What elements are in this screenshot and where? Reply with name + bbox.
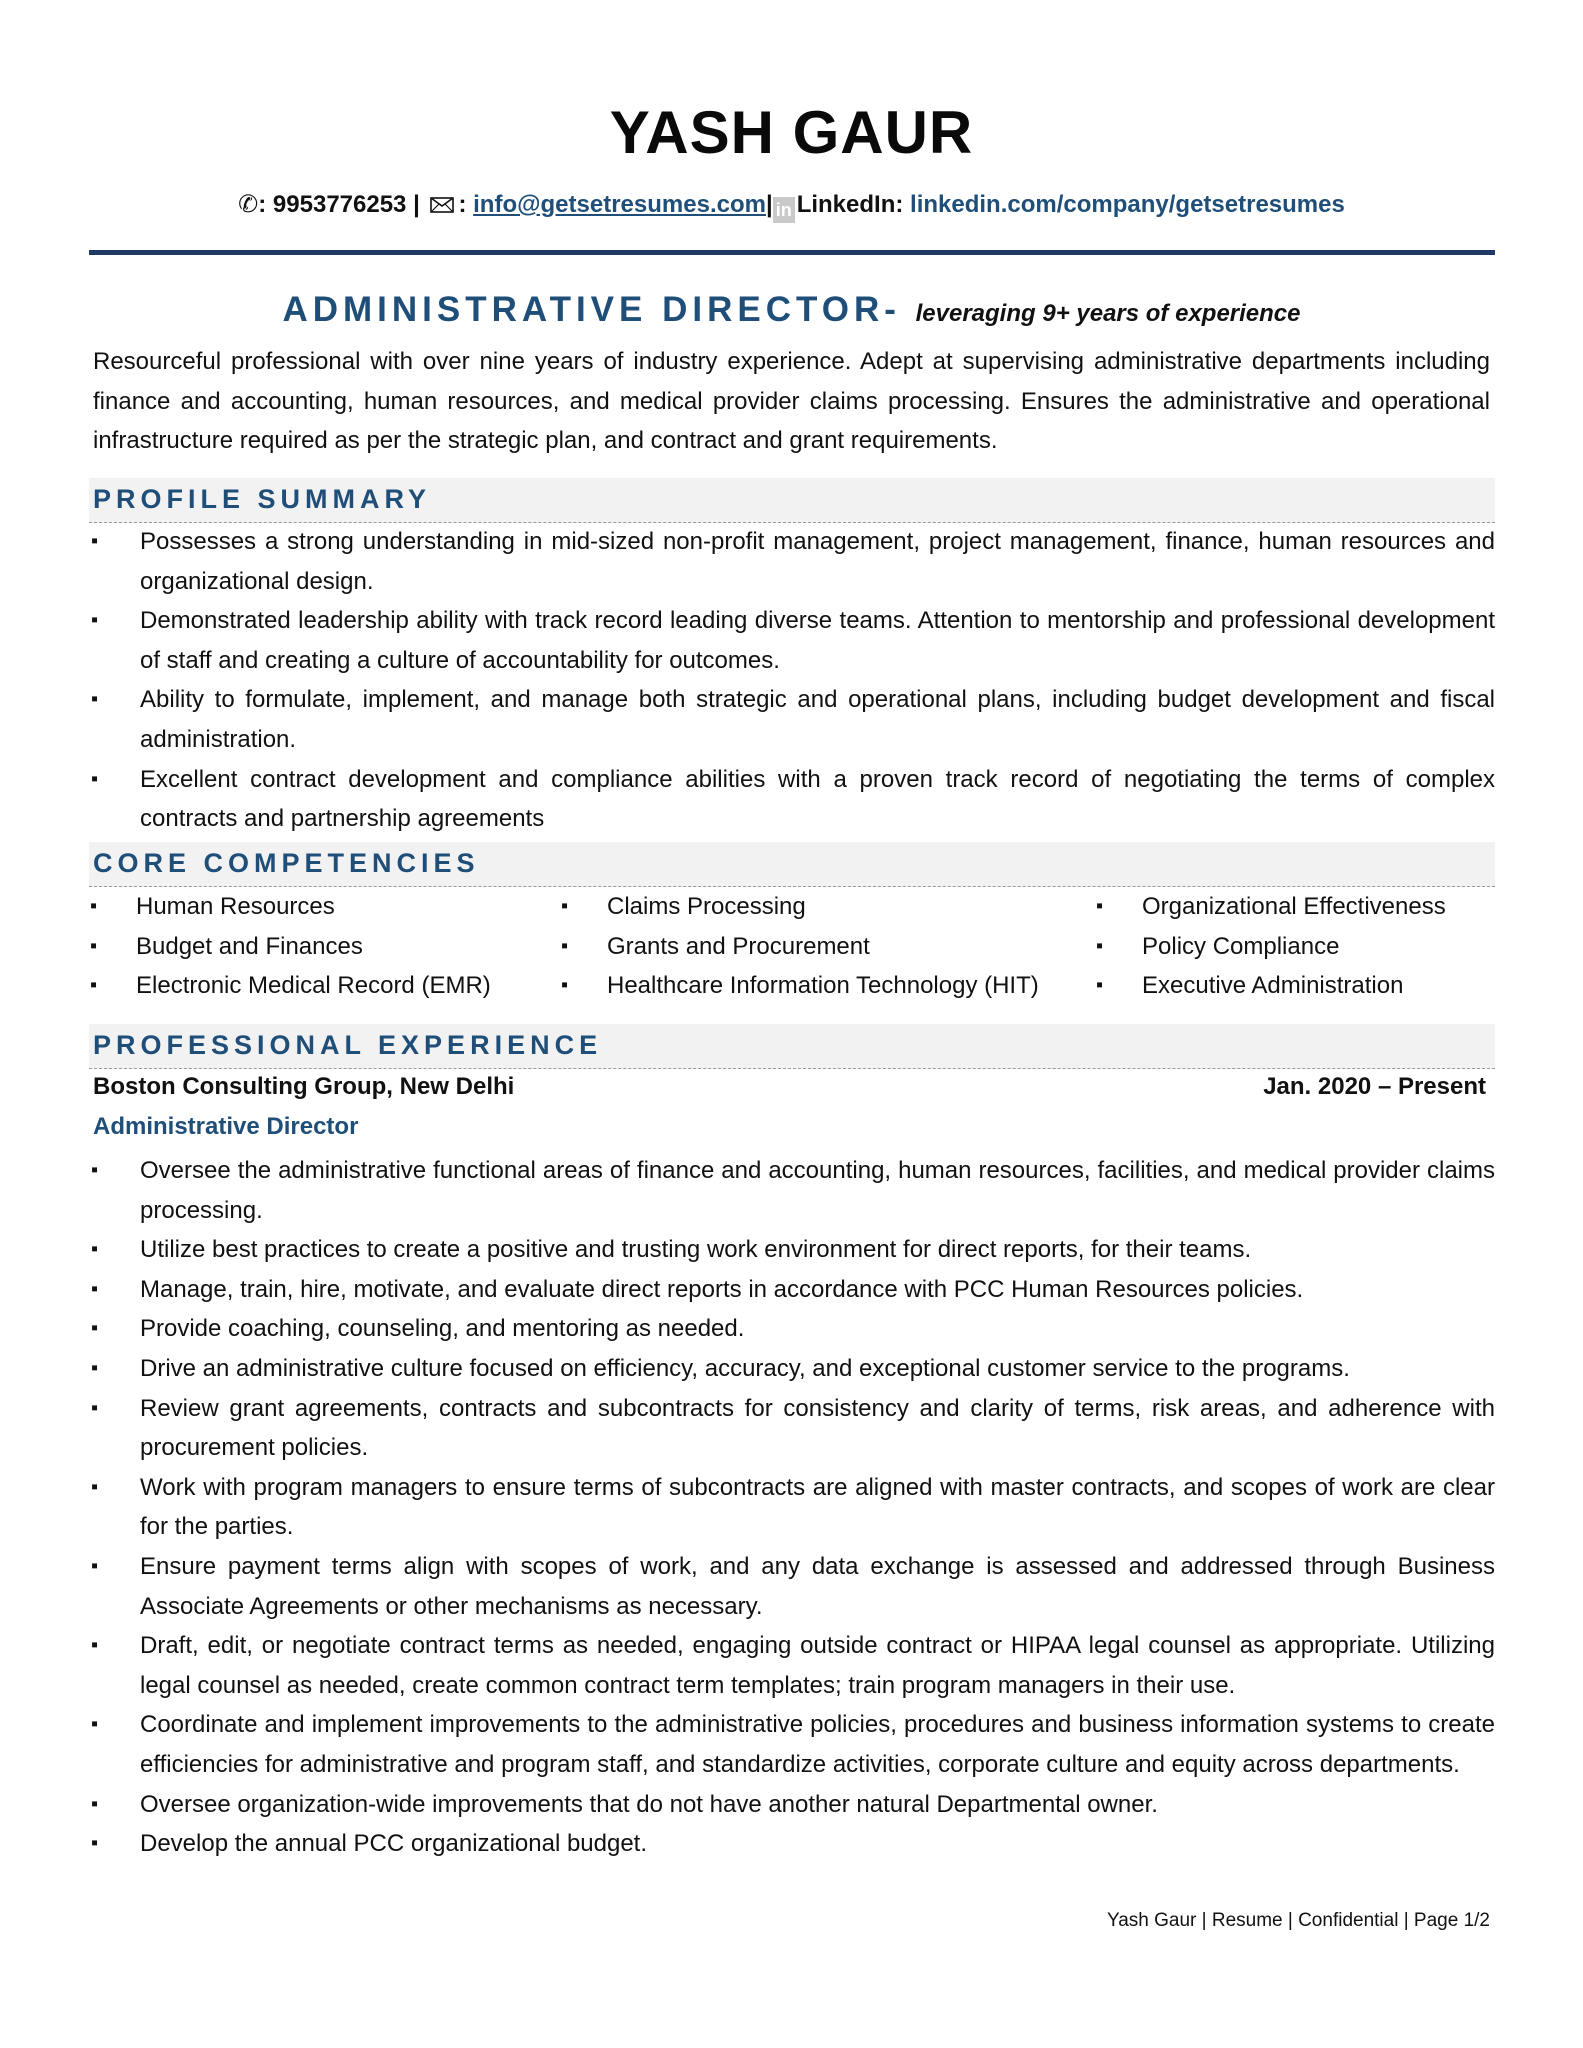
competencies-column-2 — [561, 887, 1039, 1006]
list-item: ▪ Manage, train, hire, motivate, and evaluate direct reports in accordance with PCC Human Resources policies. — [89, 1270, 1495, 1310]
linkedin-link[interactable]: linkedin.com/company/getsetresumes — [910, 191, 1345, 218]
section-title: PROFESSIONAL EXPERIENCE — [93, 1030, 603, 1060]
linkedin-icon: in — [773, 197, 795, 223]
candidate-name: YASH GAUR — [609, 99, 974, 166]
list-item: ▪ Healthcare Information Technology (HIT) — [561, 966, 1039, 1006]
section-profile-summary — [89, 478, 1495, 523]
headline-tagline: leveraging 9+ years of experience — [915, 300, 1301, 327]
section-title: PROFILE SUMMARY — [93, 484, 431, 514]
list-item: ▪ Provide coaching, counseling, and mentoring as needed. — [89, 1309, 1495, 1349]
list-item: ▪ Organizational Effectiveness — [1096, 887, 1446, 927]
competencies-column-1 — [90, 887, 491, 1006]
experience-list — [89, 1151, 1495, 1864]
contact-line — [0, 190, 1583, 223]
profile-summary-list — [89, 522, 1495, 839]
competencies-column-3 — [1096, 887, 1446, 1006]
job-dates: Jan. 2020 – Present — [1263, 1073, 1486, 1100]
email-link[interactable]: info@getsetresumes.com — [473, 191, 766, 218]
headline-role: ADMINISTRATIVE DIRECTOR- — [282, 290, 916, 329]
list-item: ▪ Drive an administrative culture focused on efficiency, accuracy, and exceptional customer service to the programs. — [89, 1349, 1495, 1389]
section-professional-experience — [89, 1024, 1495, 1069]
list-item: ▪ Draft, edit, or negotiate contract terms as needed, engaging outside contract or HIPAA legal counsel as appropriate. Utilizing legal counsel as needed, create common contract term templates; train program managers in their use. — [89, 1626, 1495, 1705]
company-name: Boston Consulting Group, New Delhi — [93, 1073, 515, 1100]
list-item: ▪ Policy Compliance — [1096, 927, 1446, 967]
list-item: ▪ Claims Processing — [561, 887, 1039, 927]
list-item: ▪ Grants and Procurement — [561, 927, 1039, 967]
list-item: ▪ Work with program managers to ensure terms of subcontracts are aligned with master contracts, and scopes of work are clear for the parties. — [89, 1468, 1495, 1547]
list-item: ▪ Develop the annual PCC organizational budget. — [89, 1824, 1495, 1864]
list-item: ▪ Coordinate and implement improvements to the administrative policies, procedures and business information systems to create efficiencies for administrative and program staff, and standardize activities, corporate culture and equity across departments. — [89, 1705, 1495, 1784]
linkedin-label: LinkedIn: — [796, 191, 911, 218]
list-item: ▪ Executive Administration — [1096, 966, 1446, 1006]
list-item: ▪ Ensure payment terms align with scopes of work, and any data exchange is assessed and addressed through Business Associate Agreements or other mechanisms as necessary. — [89, 1547, 1495, 1626]
list-item: ▪ Demonstrated leadership ability with track record leading diverse teams. Attention to mentorship and professional development of staff and creating a culture of accountability for outcomes. — [89, 601, 1495, 680]
list-item: ▪ Electronic Medical Record (EMR) — [90, 966, 491, 1006]
phone-icon: ✆: — [238, 191, 273, 218]
list-item: ▪ Oversee the administrative functional areas of finance and accounting, human resources, facilities, and medical provider claims processing. — [89, 1151, 1495, 1230]
email-label: : — [458, 191, 474, 218]
list-item: ▪ Oversee organization-wide improvements that do not have another natural Departmental owner. — [89, 1785, 1495, 1825]
contact-separator-2: | — [765, 191, 773, 218]
list-item: ▪ Excellent contract development and compliance abilities with a proven track record of negotiating the terms of complex contracts and partnership agreements — [89, 760, 1495, 839]
headline — [0, 290, 1583, 330]
list-item: ▪ Utilize best practices to create a positive and trusting work environment for direct reports, for their teams. — [89, 1230, 1495, 1270]
list-item: ▪ Review grant agreements, contracts and subcontracts for consistency and clarity of terms, risk areas, and adherence with procurement policies. — [89, 1389, 1495, 1468]
list-item: ▪ Budget and Finances — [90, 927, 491, 967]
section-title: CORE COMPETENCIES — [93, 848, 480, 878]
summary-paragraph: Resourceful professional with over nine years of industry experience. Adept at supervising administrative departments including finance and accounting, human resources, and medical provider claims processing. Ensures the administrative and operational infrastructure required as per the strategic plan, and contract and grant requirements. — [93, 348, 1490, 455]
job-header — [93, 1073, 1486, 1113]
header-divider — [89, 250, 1495, 255]
list-item: ▪ Possesses a strong understanding in mid-sized non-profit management, project management, finance, human resources and organizational design. — [89, 522, 1495, 601]
section-core-competencies — [89, 842, 1495, 887]
contact-separator: | — [406, 191, 427, 218]
mail-icon — [430, 197, 454, 213]
phone-number: 9953776253 — [272, 191, 407, 218]
job-title: Administrative Director — [93, 1113, 359, 1140]
list-item: ▪ Ability to formulate, implement, and manage both strategic and operational plans, including budget development and fiscal administration. — [89, 680, 1495, 759]
list-item: ▪ Human Resources — [90, 887, 491, 927]
page-footer: Yash Gaur | Resume | Confidential | Page 1/2 — [1106, 1910, 1490, 1931]
